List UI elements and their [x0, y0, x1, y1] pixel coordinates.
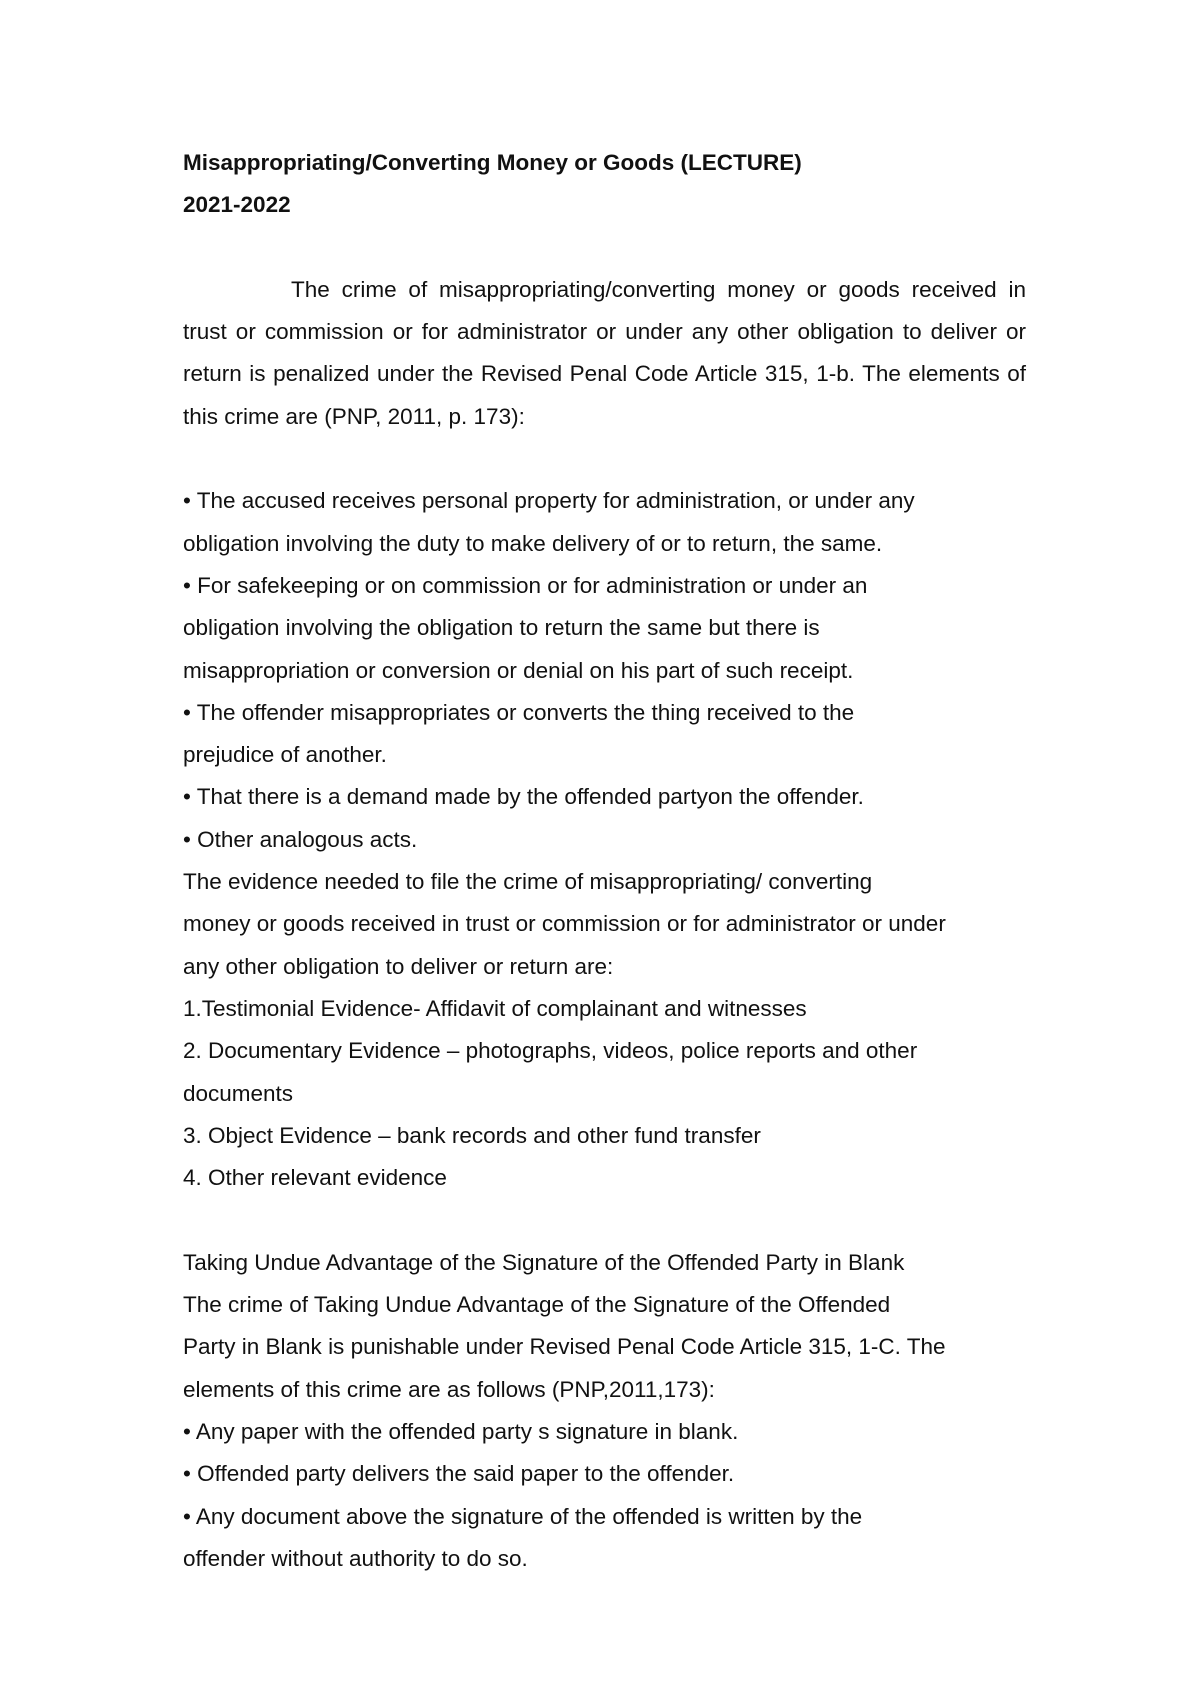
document-title: Misappropriating/Converting Money or Goods (LECTURE): [183, 150, 802, 175]
evidence-line: 3. Object Evidence – bank records and other fund transfer: [183, 1122, 761, 1148]
evidence-intro-line: any other obligation to deliver or return are:: [183, 953, 614, 979]
element-line: obligation involving the obligation to return the same but there is: [183, 615, 820, 641]
spacer: [183, 438, 1026, 480]
document-body: [183, 142, 1026, 1580]
element-line: • The accused receives personal property for administration, or under any: [183, 488, 915, 514]
evidence-line: 4. Other relevant evidence: [183, 1165, 447, 1191]
section2-line: • Any document above the signature of the offended is written by the: [183, 1503, 863, 1529]
evidence-line: documents: [183, 1080, 294, 1106]
intro-paragraph: The crime of misappropriating/converting money or goods received in trust or commission or for administrator or under any other obligation to deliver or return is penalized under the Revised Penal Code Article 315, 1-b. The elements of this crime are (PNP, 2011, p. 173):: [183, 276, 1026, 429]
element-line: obligation involving the duty to make delivery of or to return, the same.: [183, 530, 883, 556]
section2-heading: Taking Undue Advantage of the Signature of the Offended Party in Blank: [183, 1249, 905, 1275]
element-line: prejudice of another.: [183, 742, 387, 768]
document-year: 2021-2022: [183, 192, 291, 218]
spacer: [183, 227, 1026, 269]
element-line: • That there is a demand made by the offended partyon the offender.: [183, 784, 864, 810]
element-line: • Other analogous acts.: [183, 826, 418, 852]
section2-line: offender without authority to do so.: [183, 1545, 528, 1571]
evidence-intro-line: money or goods received in trust or commission or for administrator or under: [183, 911, 946, 937]
evidence-line: 1.Testimonial Evidence- Affidavit of complainant and witnesses: [183, 995, 807, 1021]
section2-line: • Any paper with the offended party s signature in blank.: [183, 1418, 739, 1444]
element-line: • For safekeeping or on commission or for administration or under an: [183, 572, 868, 598]
element-line: • The offender misappropriates or converts the thing received to the: [183, 699, 855, 725]
section2-line: Party in Blank is punishable under Revised Penal Code Article 315, 1-C. The: [183, 1334, 946, 1360]
section2-line: elements of this crime are as follows (PNP,2011,173):: [183, 1376, 715, 1402]
evidence-line: 2. Documentary Evidence – photographs, videos, police reports and other: [183, 1038, 918, 1064]
spacer: [183, 1199, 1026, 1241]
section2-line: • Offended party delivers the said paper to the offender.: [183, 1461, 735, 1487]
element-line: misappropriation or conversion or denial on his part of such receipt.: [183, 657, 854, 683]
section2-line: The crime of Taking Undue Advantage of the Signature of the Offended: [183, 1292, 891, 1318]
evidence-intro-line: The evidence needed to file the crime of misappropriating/ converting: [183, 869, 873, 895]
